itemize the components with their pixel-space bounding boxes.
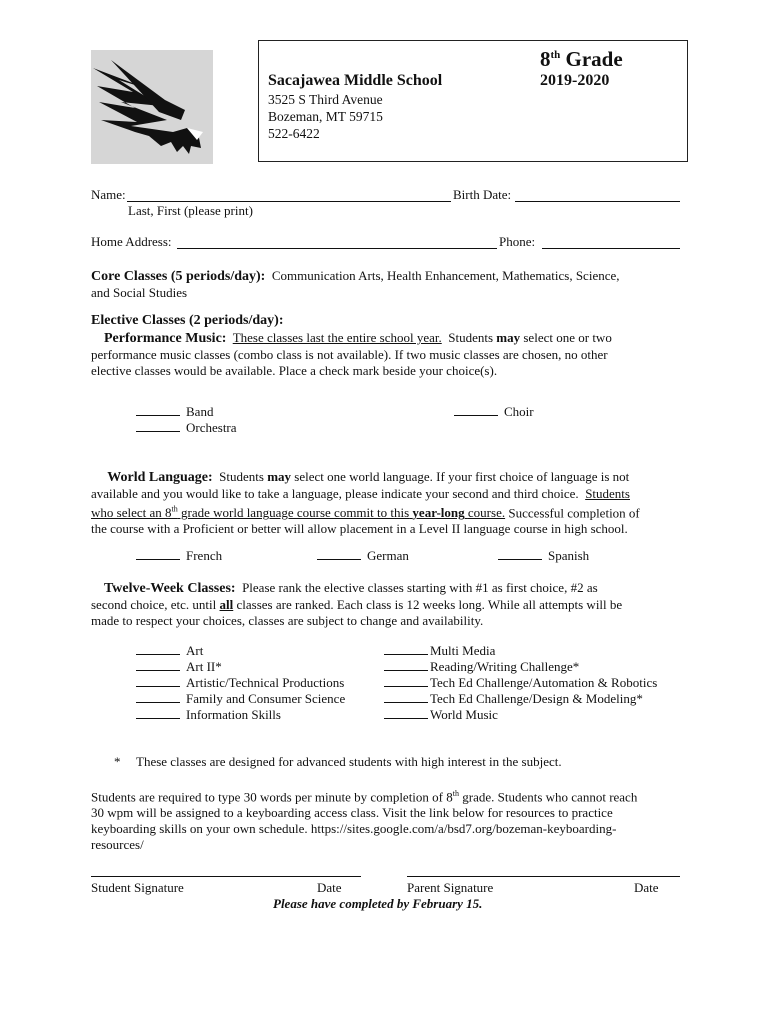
world-language-text: World Language: Students may select one world language. If your first choice of language is not available and you would like to take a language, please indicate your second and third choice. Students who select an 8th grade world language course commit to this year-long course. Successful completion of the course with a Proficient or better will allow placement in a Level II language course in high school. (91, 469, 640, 537)
parent-signature-line[interactable] (407, 876, 680, 877)
school-phone: 522-6422 (268, 126, 320, 141)
keyboarding-text: Students are required to type 30 words per minute by completion of 8th grade. Students who cannot reach 30 wpm will be assigned to a keyboarding access class. Visit the link below for resources to practice keyboarding skills on your own schedule. https://sites.google.com/a/bsd7.org/bozeman-keyboarding- resources/ (91, 789, 638, 853)
name-field[interactable] (127, 189, 451, 202)
phone-field[interactable] (542, 236, 680, 249)
student-date-label: Date (317, 880, 342, 895)
school-name: Sacajawea Middle School (268, 72, 443, 89)
class-option[interactable]: Tech Ed Challenge/Design & Modeling* (384, 691, 657, 707)
address-line-2: Bozeman, MT 59715 (268, 109, 383, 124)
class-option[interactable]: World Music (384, 707, 657, 723)
class-option[interactable]: Reading/Writing Challenge* (384, 659, 657, 675)
deadline-note: Please have completed by February 15. (273, 896, 483, 911)
class-option[interactable]: Family and Consumer Science (136, 691, 345, 707)
home-address-label: Home Address: (91, 234, 172, 249)
twelve-week-right-list (384, 643, 657, 723)
french-option[interactable]: French (136, 548, 222, 564)
orchestra-option[interactable]: Orchestra (136, 420, 237, 436)
address-line-1: 3525 S Third Avenue (268, 92, 383, 107)
grade-title: 8th Grade (540, 47, 623, 71)
home-address-field[interactable] (177, 236, 497, 249)
elective-title: Elective Classes (2 periods/day): (91, 313, 284, 328)
phone-label: Phone: (499, 234, 536, 249)
class-option[interactable]: Art II* (136, 659, 345, 675)
class-option[interactable]: Information Skills (136, 707, 345, 723)
student-signature-line[interactable] (91, 876, 361, 877)
asterisk-note: These classes are designed for advanced students with high interest in the subject. (136, 754, 562, 769)
class-option[interactable]: Art (136, 643, 345, 659)
german-option[interactable]: German (317, 548, 409, 564)
class-option[interactable]: Artistic/Technical Productions (136, 675, 345, 691)
name-hint: Last, First (please print) (128, 203, 253, 218)
performance-music-text: Performance Music: These classes last the entire school year. Students may select one or two performance music classes (combo class is not available). If two music classes are chosen, no other elective classes would be available. Place a check mark beside your choice(s). (91, 330, 612, 378)
birth-date-label: Birth Date: (453, 187, 512, 202)
spanish-option[interactable]: Spanish (498, 548, 589, 564)
school-year: 2019-2020 (540, 72, 610, 89)
choir-option[interactable]: Choir (454, 404, 534, 420)
class-option[interactable]: Multi Media (384, 643, 657, 659)
core-classes: Core Classes (5 periods/day): Communication Arts, Health Enhancement, Mathematics, Science, and Social Studies (91, 268, 620, 300)
twelve-week-text: Twelve-Week Classes: Please rank the elective classes starting with #1 as first choice, #2 as second choice, etc. until all classes are ranked. Each class is 12 weeks long. While all attempts will be made to respect your choices, classes are subject to change and availability. (91, 580, 623, 628)
parent-signature-label: Parent Signature (407, 880, 494, 895)
student-signature-label: Student Signature (91, 880, 184, 895)
band-option[interactable]: Band (136, 404, 213, 420)
class-option[interactable]: Tech Ed Challenge/Automation & Robotics (384, 675, 657, 691)
twelve-week-left-list (136, 643, 345, 723)
parent-date-label: Date (634, 880, 659, 895)
name-label: Name: (91, 187, 126, 202)
birth-date-field[interactable] (515, 189, 680, 202)
eagle-logo (91, 50, 213, 164)
asterisk-note-star: * (114, 754, 121, 769)
